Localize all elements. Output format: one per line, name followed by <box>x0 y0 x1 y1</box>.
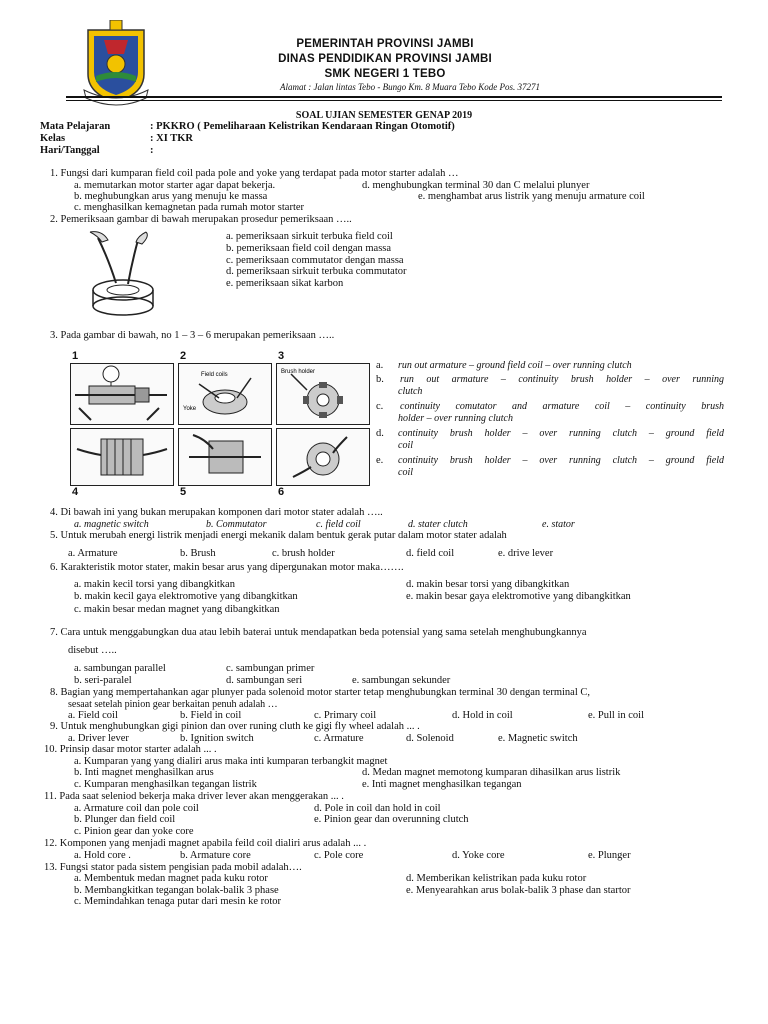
q4-option-a: a. magnetic switch <box>74 519 149 530</box>
q11-option-b: b. Plunger dan field coil <box>74 814 176 825</box>
subject-label: Mata Pelajaran <box>40 121 111 132</box>
q12-option-a: a. Hold core . <box>74 850 131 861</box>
q1-option-e: e. menghambat arus listrik yang menuju armature coil <box>418 191 645 202</box>
q6-option-b: b. makin kecil gaya elektromotive yang dibangkitkan <box>74 591 298 602</box>
q5-option-b: b. Brush <box>180 548 216 559</box>
q3-option-b-line1: run out armature – continuity brush holder – over running <box>400 374 724 385</box>
q6-option-e: e. makin besar gaya elektromotive yang dibangkitkan <box>406 591 631 602</box>
question-10: 10. Prinsip dasar motor starter adalah ... . <box>44 744 217 755</box>
q12-option-e: e. Plunger <box>588 850 631 861</box>
header-rule-thin <box>66 100 722 101</box>
q4-option-b: b. Commutator <box>206 519 267 530</box>
fig-4-commutator <box>70 428 174 486</box>
q10-option-b: b. Inti magnet menghasilkan arus <box>74 767 214 778</box>
q1-option-d: d. menghubungkan terminal 30 dan C melalui plunyer <box>362 180 590 191</box>
header-line-2: DINAS PENDIDIKAN PROVINSI JAMBI <box>278 53 492 65</box>
fig-1-armature-runout <box>70 363 174 425</box>
question-7-cont: disebut ….. <box>68 645 117 656</box>
q1-option-b: b. meghubungkan arus yang menuju ke massa <box>74 191 268 202</box>
q7-option-e: e. sambungan sekunder <box>352 675 451 686</box>
q7-option-c: c. sambungan primer <box>226 663 315 674</box>
exam-title: SOAL UJIAN SEMESTER GENAP 2019 <box>295 110 473 121</box>
class-label: Kelas <box>40 133 66 144</box>
q13-option-a: a. Membentuk medan magnet pada kuku rotor <box>74 873 268 884</box>
q12-option-b: b. Armature core <box>180 850 251 861</box>
fig-label-yoke: Yoke <box>183 406 197 412</box>
q8-option-d: d. Hold in coil <box>452 710 513 721</box>
q9-option-b: b. Ignition switch <box>180 733 254 744</box>
q11-option-c: c. Pinion gear dan yoke core <box>74 826 194 837</box>
q5-option-e: e. drive lever <box>498 548 554 559</box>
jambi-province-logo <box>80 20 152 106</box>
q2-option-d: d. pemeriksaan sirkuit terbuka commutator <box>226 266 407 277</box>
fig-num-1: 1 <box>72 350 79 362</box>
question-5: 5. Untuk merubah energi listrik menjadi energi mekanik dalam bentuk gerak putar dalam motor stater adalah <box>50 530 507 541</box>
fig-num-5: 5 <box>180 486 187 498</box>
q11-option-a: a. Armature coil dan pole coil <box>74 803 199 814</box>
q12-option-c: c. Pole core <box>314 850 364 861</box>
q3-letter-c: c. <box>376 401 384 412</box>
q13-option-d: d. Memberikan kelistrikan pada kuku rotor <box>406 873 587 884</box>
q10-option-e: e. Inti magnet menghasilkan tegangan <box>362 779 522 790</box>
q3-option-e-line1: continuity brush holder – over running clutch – ground field <box>398 455 724 466</box>
header-line-3: SMK NEGERI 1 TEBO <box>324 68 446 80</box>
header-address: Alamat : Jalan lintas Tebo - Bungo Km. 8 Muara Tebo Kode Pos. 37271 <box>279 82 541 92</box>
q8-option-c: c. Primary coil <box>314 710 377 721</box>
fig-2-field-coil-ground <box>178 363 272 425</box>
fig-num-6: 6 <box>278 486 285 498</box>
q3-option-d-line1: continuity brush holder – over running clutch – ground field <box>398 428 724 439</box>
q13-option-c: c. Memindahkan tenaga putar dari mesin ke rotor <box>74 896 282 907</box>
q9-option-e: e. Magnetic switch <box>498 733 578 744</box>
q13-option-e: e. Menyearahkan arus bolak-balik 3 phase dan startor <box>406 885 631 896</box>
q1-option-a: a. memutarkan motor starter agar dapat bekerja. <box>74 180 276 191</box>
q11-option-d: d. Pole in coil dan hold in coil <box>314 803 441 814</box>
question-11: 11. Pada saat seleniod bekerja maka driver lever akan menggerakan ... . <box>44 791 344 802</box>
q3-option-c-line2: holder – over running clutch <box>398 413 513 424</box>
q10-option-c: c. Kumparan menghasilkan tegangan listrik <box>74 779 257 790</box>
fig-6-overrunning-clutch <box>276 428 370 486</box>
q5-option-a: a. Armature <box>68 548 118 559</box>
fig-label-brush-holder: Brush holder <box>281 369 316 375</box>
q10-option-d: d. Medan magnet memotong kumparan dihasilkan arus listrik <box>362 767 621 778</box>
date-value: : <box>150 145 154 156</box>
q2-option-e: e. pemeriksaan sikat karbon <box>226 278 344 289</box>
q3-option-d-line2: coil <box>398 440 413 451</box>
header-rule-thick <box>66 96 722 98</box>
question-12: 12. Komponen yang menjadi magnet apabila feild coil dialiri arus adalah ... . <box>44 838 367 849</box>
q10-option-a: a. Kumparan yang yang dialiri arus maka inti kumparan terbangkit magnet <box>74 756 388 767</box>
meta-date <box>40 145 154 156</box>
q4-option-d: d. stater clutch <box>408 519 468 530</box>
q12-option-d: d. Yoke core <box>452 850 505 861</box>
question-13: 13. Fungsi stator pada sistem pengisian pada mobil adalah…. <box>44 862 302 873</box>
q8-option-a: a. Field coil <box>68 710 118 721</box>
fig-5-armature-coil <box>178 428 272 486</box>
fig-num-2: 2 <box>180 350 187 362</box>
q4-option-c: c. field coil <box>316 519 361 530</box>
fig-num-4: 4 <box>72 486 79 498</box>
q4-option-e: e. stator <box>542 519 575 530</box>
subject-value: : PKKRO ( Pemeliharaan Kelistrikan Kendaraan Ringan Otomotif) <box>150 121 455 132</box>
q1-option-c: c. menghasilkan kemagnetan pada rumah motor starter <box>74 202 305 213</box>
q11-option-e: e. Pinion gear dan overunning clutch <box>314 814 469 825</box>
q7-option-b: b. seri-paralel <box>74 675 132 686</box>
q3-letter-d: d. <box>376 428 384 439</box>
q9-option-a: a. Driver lever <box>68 733 129 744</box>
fig-3-brush-holder <box>276 363 370 425</box>
q3-letter-e: e. <box>376 455 384 466</box>
fig-label-field-coils: Field coils <box>201 372 228 378</box>
fig-num-3: 3 <box>278 350 285 362</box>
q5-option-c: c. brush holder <box>272 548 335 559</box>
question-8-cont: sesaat setelah pinion gear berkaitan penuh adalah … <box>68 699 278 710</box>
question-6: 6. Karakteristik motor stater, makin besar arus yang dipergunakan motor maka……. <box>50 562 404 573</box>
class-value: : XI TKR <box>150 133 193 144</box>
q2-option-c: c. pemeriksaan commutator dengan massa <box>226 255 404 266</box>
q3-option-e-line2: coil <box>398 467 413 478</box>
q7-option-d: d. sambungan seri <box>226 675 303 686</box>
date-label: Hari/Tanggal <box>40 145 100 156</box>
q6-option-c: c. makin besar medan magnet yang dibangkitkan <box>74 604 280 615</box>
q8-option-b: b. Field in coil <box>180 710 242 721</box>
q3-option-c-line1: continuity comutator and armature coil – continuity brush <box>400 401 724 412</box>
question-8: 8. Bagian yang mempertahankan agar plunyer pada solenoid motor starter tetap menghubungkan terminal 30 dengan terminal C, <box>50 687 591 698</box>
meta-class <box>40 133 193 144</box>
q2-option-a: a. pemeriksaan sirkuit terbuka field coil <box>226 231 393 242</box>
q6-option-d: d. makin besar torsi yang dibangkitkan <box>406 579 570 590</box>
question-7: 7. Cara untuk menggabungkan dua atau lebih baterai untuk mendapatkan beda potensial yang sama setelah menghubungkannya <box>50 627 587 638</box>
question-3: 3. Pada gambar di bawah, no 1 – 3 – 6 merupakan pemeriksaan ….. <box>50 330 335 341</box>
q8-option-e: e. Pull in coil <box>588 710 644 721</box>
q6-option-a: a. makin kecil torsi yang dibangkitkan <box>74 579 235 590</box>
header-line-1: PEMERINTAH PROVINSI JAMBI <box>296 38 474 50</box>
meta-subject <box>40 121 455 132</box>
q3-option-b-line2: clutch <box>398 386 423 397</box>
q7-option-a: a. sambungan parallel <box>74 663 166 674</box>
question-2: 2. Pemeriksaan gambar di bawah merupakan prosedur pemeriksaan ….. <box>50 214 352 225</box>
question-1: 1. Fungsi dari kumparan field coil pada pole and yoke yang terdapat pada motor starter adalah … <box>50 168 459 179</box>
q3-option-a: run out armature – ground field coil – over running clutch <box>398 360 632 371</box>
q3-letter-b: b. <box>376 374 384 385</box>
question-4: 4. Di bawah ini yang bukan merupakan komponen dari motor stater adalah ….. <box>50 507 383 518</box>
question-9: 9. Untuk menghubungkan gigi pinion dan over runing cluth ke gigi fly wheel adalah ... . <box>50 721 420 732</box>
q9-option-d: d. Solenoid <box>406 733 454 744</box>
q13-option-b: b. Membangkitkan tegangan bolak-balik 3 phase <box>74 885 279 896</box>
q9-option-c: c. Armature <box>314 733 364 744</box>
q3-letter-a: a. <box>376 360 384 371</box>
q5-option-d: d. field coil <box>406 548 455 559</box>
q2-figure <box>88 228 158 316</box>
q2-option-b: b. pemeriksaan field coil dengan massa <box>226 243 392 254</box>
